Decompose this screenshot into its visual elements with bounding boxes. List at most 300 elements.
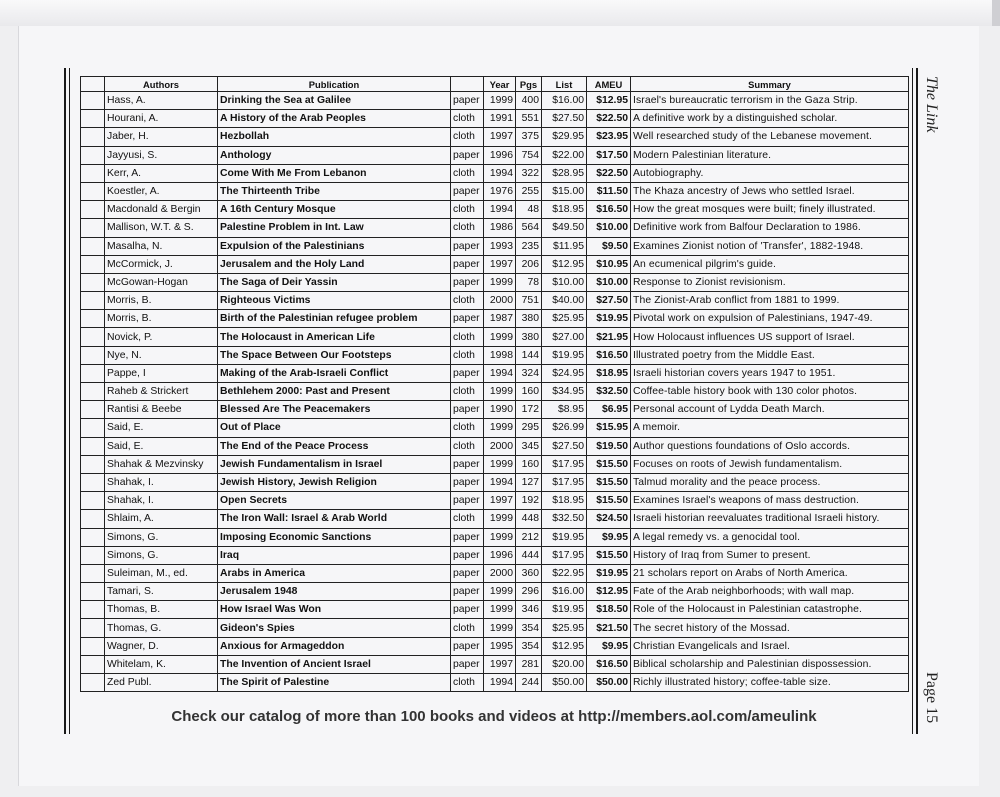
author-cell: Morris, B. [105,310,218,328]
table-row [81,492,909,510]
year-cell: 1996 [484,546,516,564]
year-cell: 1999 [484,455,516,473]
pages-cell: 375 [516,128,542,146]
list-price-cell: $11.95 [542,237,587,255]
title-cell: The Thirteenth Tribe [218,182,451,200]
year-cell: 1999 [484,583,516,601]
ameu-price-cell: $6.95 [587,401,631,419]
title-cell: How Israel Was Won [218,601,451,619]
row-margin-cell [81,255,105,273]
title-cell: Gideon's Spies [218,619,451,637]
left-border-rule [64,68,66,734]
author-cell: Morris, B. [105,292,218,310]
pages-header: Pgs [516,77,542,92]
ameu-price-cell: $23.95 [587,128,631,146]
binding-cell: cloth [451,328,484,346]
title-cell: Jerusalem 1948 [218,583,451,601]
page-number: Page 15 [923,672,940,724]
row-margin-cell [81,292,105,310]
author-cell: Pappe, I [105,364,218,382]
list-price-cell: $16.00 [542,92,587,110]
list-price-cell: $24.95 [542,364,587,382]
author-cell: Novick, P. [105,328,218,346]
page-top-edge [0,0,1000,26]
year-cell: 1997 [484,128,516,146]
binding-cell: paper [451,455,484,473]
row-margin-cell [81,310,105,328]
row-margin-cell [81,328,105,346]
summary-cell: Richly illustrated history; coffee-table size. [631,674,909,692]
pages-cell: 172 [516,401,542,419]
year-cell: 1994 [484,674,516,692]
binding-cell: cloth [451,419,484,437]
pages-cell: 751 [516,292,542,310]
pages-cell: 192 [516,492,542,510]
list-price-cell: $34.95 [542,383,587,401]
ameu-price-cell: $17.50 [587,146,631,164]
author-cell: Said, E. [105,419,218,437]
list-price-cell: $17.95 [542,473,587,491]
list-price-cell: $15.00 [542,182,587,200]
binding-cell: paper [451,237,484,255]
row-margin-cell [81,182,105,200]
author-cell: Rantisi & Beebe [105,401,218,419]
row-margin-cell [81,146,105,164]
row-margin-cell [81,346,105,364]
table-row [81,564,909,582]
summary-cell: History of Iraq from Sumer to present. [631,546,909,564]
author-cell: Shahak & Mezvinsky [105,455,218,473]
list-price-cell: $19.95 [542,346,587,364]
binding-header [451,77,484,92]
table-row [81,328,909,346]
title-cell: Come With Me From Lebanon [218,164,451,182]
author-cell: McGowan-Hogan [105,273,218,291]
row-margin-cell [81,473,105,491]
author-cell: Raheb & Strickert [105,383,218,401]
ameu-price-cell: $22.50 [587,110,631,128]
title-cell: Open Secrets [218,492,451,510]
summary-cell: Focuses on roots of Jewish fundamentalism. [631,455,909,473]
year-cell: 1999 [484,601,516,619]
pages-cell: 444 [516,546,542,564]
summary-cell: Israeli historian reevaluates traditional Israeli history. [631,510,909,528]
row-margin-cell [81,492,105,510]
title-cell: Blessed Are The Peacemakers [218,401,451,419]
pages-cell: 160 [516,383,542,401]
author-cell: Nye, N. [105,346,218,364]
row-margin-cell [81,128,105,146]
summary-cell: Illustrated poetry from the Middle East. [631,346,909,364]
table-row [81,419,909,437]
summary-cell: Autobiography. [631,164,909,182]
pages-cell: 354 [516,619,542,637]
summary-cell: Author questions foundations of Oslo accords. [631,437,909,455]
ameu-price-cell: $19.95 [587,564,631,582]
list-price-cell: $17.95 [542,546,587,564]
summary-cell: A legal remedy vs. a genocidal tool. [631,528,909,546]
binding-cell: cloth [451,219,484,237]
year-cell: 1999 [484,510,516,528]
summary-cell: Role of the Holocaust in Palestinian catastrophe. [631,601,909,619]
title-cell: The Saga of Deir Yassin [218,273,451,291]
binding-cell: cloth [451,201,484,219]
binding-cell: paper [451,255,484,273]
year-cell: 2000 [484,437,516,455]
list-price-cell: $20.00 [542,655,587,673]
year-cell: 1997 [484,655,516,673]
author-cell: Tamari, S. [105,583,218,601]
table-row [81,255,909,273]
title-cell: The Invention of Ancient Israel [218,655,451,673]
pages-cell: 160 [516,455,542,473]
author-cell: Shahak, I. [105,473,218,491]
pages-cell: 346 [516,601,542,619]
row-margin-cell [81,273,105,291]
title-cell: The Iron Wall: Israel & Arab World [218,510,451,528]
author-cell: Shahak, I. [105,492,218,510]
binding-cell: paper [451,601,484,619]
right-border-rule-inner [912,68,913,734]
table-row [81,201,909,219]
table-row [81,92,909,110]
table-row [81,637,909,655]
summary-cell: Examines Zionist notion of 'Transfer', 1882-1948. [631,237,909,255]
binding-cell: paper [451,546,484,564]
row-margin-cell [81,419,105,437]
year-cell: 1987 [484,310,516,328]
summary-cell: Biblical scholarship and Palestinian dispossession. [631,655,909,673]
year-cell: 1999 [484,528,516,546]
summary-cell: 21 scholars report on Arabs of North America. [631,564,909,582]
title-cell: Drinking the Sea at Galilee [218,92,451,110]
summary-header: Summary [631,77,909,92]
binding-cell: paper [451,182,484,200]
summary-cell: Coffee-table history book with 130 color photos. [631,383,909,401]
row-margin-cell [81,437,105,455]
summary-cell: How the great mosques were built; finely illustrated. [631,201,909,219]
list-price-cell: $28.95 [542,164,587,182]
table-row [81,437,909,455]
summary-cell: Fate of the Arab neighborhoods; with wall map. [631,583,909,601]
pages-cell: 380 [516,328,542,346]
table-row [81,619,909,637]
pages-cell: 127 [516,473,542,491]
list-price-cell: $49.50 [542,219,587,237]
year-cell: 1991 [484,110,516,128]
pages-cell: 144 [516,346,542,364]
binding-cell: paper [451,655,484,673]
year-cell: 1999 [484,273,516,291]
list-price-cell: $17.95 [542,455,587,473]
binding-cell: cloth [451,619,484,637]
table-row [81,473,909,491]
table-row [81,128,909,146]
binding-cell: cloth [451,383,484,401]
binding-cell: paper [451,637,484,655]
year-cell: 1986 [484,219,516,237]
list-price-cell: $22.00 [542,146,587,164]
list-price-cell: $18.95 [542,201,587,219]
year-cell: 1996 [484,146,516,164]
title-cell: A History of the Arab Peoples [218,110,451,128]
author-cell: Masalha, N. [105,237,218,255]
table-row [81,182,909,200]
ameu-price-cell: $16.50 [587,346,631,364]
pages-cell: 48 [516,201,542,219]
title-cell: A 16th Century Mosque [218,201,451,219]
list-price-cell: $12.95 [542,255,587,273]
summary-cell: A definitive work by a distinguished scholar. [631,110,909,128]
author-cell: Thomas, G. [105,619,218,637]
ameu-price-header: AMEU [587,77,631,92]
ameu-price-cell: $9.95 [587,528,631,546]
row-margin-cell [81,110,105,128]
pages-cell: 354 [516,637,542,655]
row-margin-cell [81,219,105,237]
authors-header: Authors [105,77,218,92]
table-row [81,546,909,564]
binding-cell: cloth [451,292,484,310]
list-price-cell: $10.00 [542,273,587,291]
binding-cell: cloth [451,510,484,528]
author-cell: Whitelam, K. [105,655,218,673]
table-row [81,364,909,382]
title-cell: Making of the Arab-Israeli Conflict [218,364,451,382]
list-price-cell: $29.95 [542,128,587,146]
summary-cell: Modern Palestinian literature. [631,146,909,164]
title-cell: Jewish History, Jewish Religion [218,473,451,491]
list-price-cell: $32.50 [542,510,587,528]
ameu-price-cell: $9.50 [587,237,631,255]
table-row [81,601,909,619]
title-cell: Imposing Economic Sanctions [218,528,451,546]
author-cell: McCormick, J. [105,255,218,273]
blank-header [81,77,105,92]
row-margin-cell [81,655,105,673]
ameu-price-cell: $18.95 [587,364,631,382]
summary-cell: Examines Israel's weapons of mass destruction. [631,492,909,510]
author-cell: Macdonald & Bergin [105,201,218,219]
binding-cell: paper [451,473,484,491]
title-cell: Jewish Fundamentalism in Israel [218,455,451,473]
table-row [81,310,909,328]
pages-cell: 295 [516,419,542,437]
table-row [81,346,909,364]
list-price-header: List [542,77,587,92]
title-cell: Jerusalem and the Holy Land [218,255,451,273]
author-cell: Thomas, B. [105,601,218,619]
row-margin-cell [81,637,105,655]
author-cell: Shlaim, A. [105,510,218,528]
title-cell: Anthology [218,146,451,164]
summary-cell: Personal account of Lydda Death March. [631,401,909,419]
year-cell: 1999 [484,619,516,637]
table-row [81,237,909,255]
list-price-cell: $16.00 [542,583,587,601]
binding-cell: cloth [451,164,484,182]
table-row [81,383,909,401]
binding-cell: paper [451,146,484,164]
ameu-price-cell: $18.50 [587,601,631,619]
binding-cell: paper [451,401,484,419]
table-row [81,674,909,692]
author-cell: Jaber, H. [105,128,218,146]
year-cell: 1995 [484,637,516,655]
summary-cell: A memoir. [631,419,909,437]
pages-cell: 206 [516,255,542,273]
author-cell: Mallison, W.T. & S. [105,219,218,237]
ameu-price-cell: $10.00 [587,273,631,291]
year-cell: 1993 [484,237,516,255]
table-row [81,528,909,546]
list-price-cell: $25.95 [542,619,587,637]
pages-cell: 564 [516,219,542,237]
publication-title: The Link [923,76,940,133]
year-cell: 1999 [484,92,516,110]
ameu-price-cell: $15.95 [587,419,631,437]
title-cell: The Spirit of Palestine [218,674,451,692]
summary-cell: The Khaza ancestry of Jews who settled Israel. [631,182,909,200]
ameu-price-cell: $21.95 [587,328,631,346]
year-cell: 1999 [484,328,516,346]
author-cell: Kerr, A. [105,164,218,182]
year-header: Year [484,77,516,92]
ameu-price-cell: $19.95 [587,310,631,328]
summary-cell: Israel's bureaucratic terrorism in the Gaza Strip. [631,92,909,110]
pages-cell: 212 [516,528,542,546]
author-cell: Hass, A. [105,92,218,110]
pages-cell: 400 [516,92,542,110]
ameu-price-cell: $15.50 [587,492,631,510]
title-cell: Arabs in America [218,564,451,582]
year-cell: 1997 [484,255,516,273]
list-price-cell: $19.95 [542,601,587,619]
author-cell: Zed Publ. [105,674,218,692]
row-margin-cell [81,564,105,582]
binding-cell: paper [451,364,484,382]
title-cell: Out of Place [218,419,451,437]
ameu-price-cell: $19.50 [587,437,631,455]
table-row [81,455,909,473]
binding-cell: cloth [451,346,484,364]
ameu-price-cell: $10.95 [587,255,631,273]
list-price-cell: $26.99 [542,419,587,437]
title-cell: Birth of the Palestinian refugee problem [218,310,451,328]
row-margin-cell [81,455,105,473]
ameu-price-cell: $16.50 [587,201,631,219]
year-cell: 1994 [484,364,516,382]
binding-cell: paper [451,310,484,328]
row-margin-cell [81,528,105,546]
title-cell: Hezbollah [218,128,451,146]
year-cell: 1994 [484,164,516,182]
pages-cell: 78 [516,273,542,291]
author-cell: Wagner, D. [105,637,218,655]
author-cell: Hourani, A. [105,110,218,128]
row-margin-cell [81,383,105,401]
ameu-price-cell: $27.50 [587,292,631,310]
ameu-price-cell: $11.50 [587,182,631,200]
row-margin-cell [81,92,105,110]
table-row [81,292,909,310]
list-price-cell: $18.95 [542,492,587,510]
table-row [81,583,909,601]
ameu-price-cell: $10.00 [587,219,631,237]
title-cell: The End of the Peace Process [218,437,451,455]
summary-cell: The secret history of the Mossad. [631,619,909,637]
ameu-price-cell: $24.50 [587,510,631,528]
binding-cell: paper [451,273,484,291]
table-row [81,510,909,528]
pages-cell: 754 [516,146,542,164]
pages-cell: 448 [516,510,542,528]
table-row [81,273,909,291]
row-margin-cell [81,401,105,419]
list-price-cell: $25.95 [542,310,587,328]
list-price-cell: $27.50 [542,110,587,128]
list-price-cell: $22.95 [542,564,587,582]
row-margin-cell [81,674,105,692]
pages-cell: 255 [516,182,542,200]
row-margin-cell [81,583,105,601]
ameu-price-cell: $12.95 [587,92,631,110]
table-row [81,164,909,182]
author-cell: Suleiman, M., ed. [105,564,218,582]
row-margin-cell [81,601,105,619]
summary-cell: Definitive work from Balfour Declaration to 1986. [631,219,909,237]
title-cell: Iraq [218,546,451,564]
year-cell: 1999 [484,383,516,401]
year-cell: 1976 [484,182,516,200]
summary-cell: Response to Zionist revisionism. [631,273,909,291]
title-cell: Righteous Victims [218,292,451,310]
title-cell: Palestine Problem in Int. Law [218,219,451,237]
title-cell: Expulsion of the Palestinians [218,237,451,255]
binding-cell: paper [451,92,484,110]
binding-cell: paper [451,564,484,582]
ameu-price-cell: $15.50 [587,455,631,473]
row-margin-cell [81,546,105,564]
summary-cell: Christian Evangelicals and Israel. [631,637,909,655]
year-cell: 1999 [484,419,516,437]
pages-cell: 380 [516,310,542,328]
ameu-price-cell: $50.00 [587,674,631,692]
ameu-price-cell: $21.50 [587,619,631,637]
binding-cell: paper [451,492,484,510]
row-margin-cell [81,164,105,182]
list-price-cell: $12.95 [542,637,587,655]
publication-header: Publication [218,77,451,92]
year-cell: 1994 [484,473,516,491]
year-cell: 1998 [484,346,516,364]
year-cell: 2000 [484,564,516,582]
author-cell: Jayyusi, S. [105,146,218,164]
summary-cell: Well researched study of the Lebanese movement. [631,128,909,146]
pages-cell: 324 [516,364,542,382]
ameu-price-cell: $12.95 [587,583,631,601]
title-cell: Bethlehem 2000: Past and Present [218,383,451,401]
title-cell: The Holocaust in American Life [218,328,451,346]
right-border-rule [916,68,918,734]
ameu-price-cell: $15.50 [587,473,631,491]
author-cell: Simons, G. [105,546,218,564]
pages-cell: 281 [516,655,542,673]
table-row [81,655,909,673]
year-cell: 2000 [484,292,516,310]
binding-cell: paper [451,583,484,601]
title-cell: Anxious for Armageddon [218,637,451,655]
